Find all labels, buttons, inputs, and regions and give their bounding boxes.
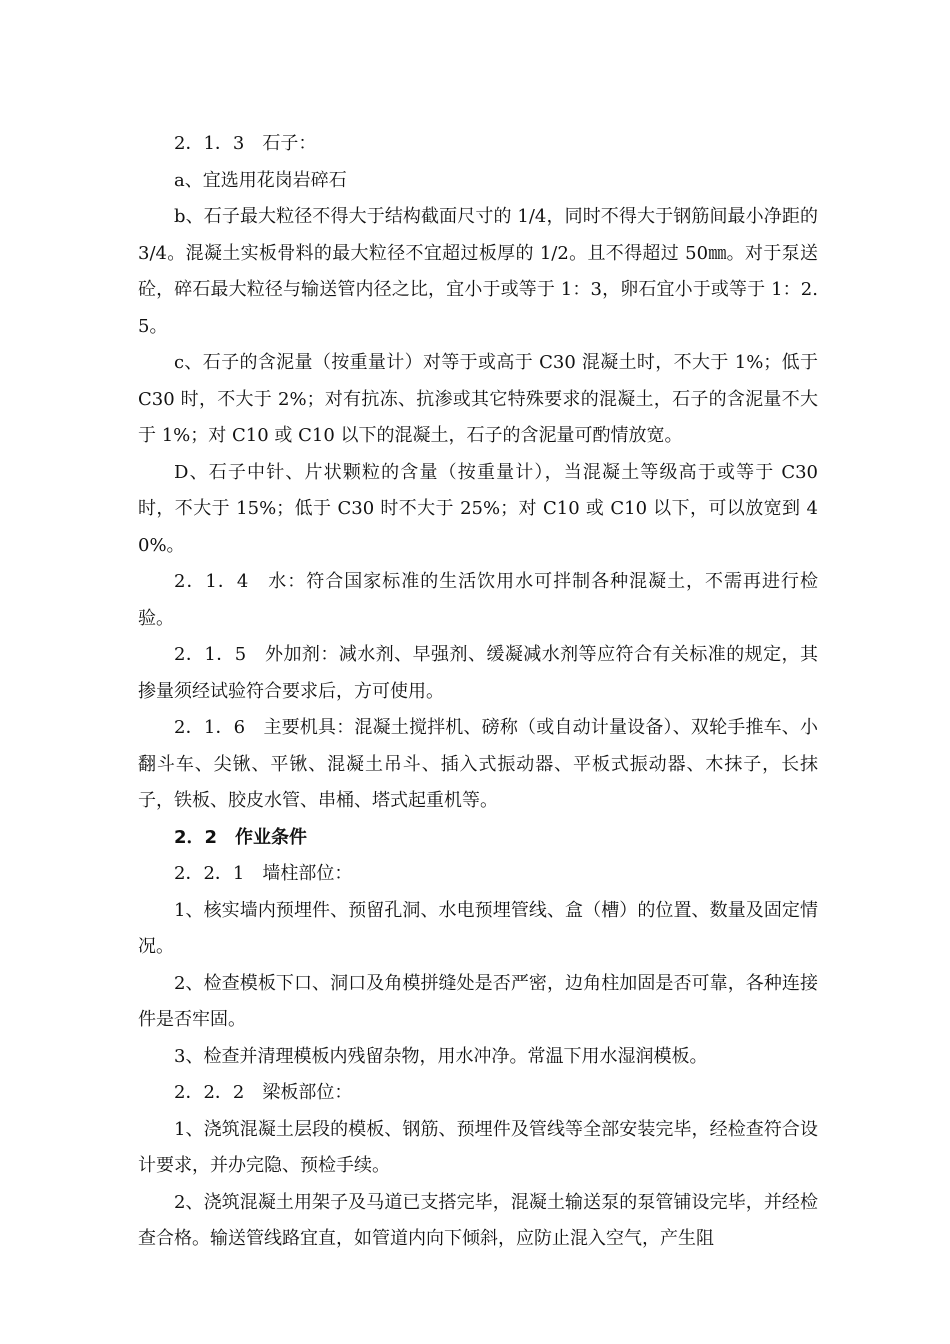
paragraph-wall-column-3: 3、检查并清理模板内残留杂物，用水冲净。常温下用水湿润模板。 (174, 1045, 708, 1067)
paragraph-beam-slab-2: 2、浇筑混凝土用架子及马道已支搭完毕，混凝土输送泵的泵管铺设完毕，并经检查合格。输送管线路宜直，如管道内向下倾斜，应防止混入空气，产生阻 (138, 1191, 818, 1249)
paragraph-machinery: 2．1．6 主要机具：混凝土搅拌机、磅称（或自动计量设备）、双轮手推车、小翻斗车、尖锹、平锹、混凝土吊斗、插入式振动器、平板式振动器、木抹子，长抹子，铁板、胶皮水管、串桶、塔式起重机等。 (138, 717, 818, 811)
paragraph-stone-b: b、石子最大粒径不得大于结构截面尺寸的 1/4，同时不得大于钢筋间最小净距的 3/4。混凝土实板骨料的最大粒径不宜超过板厚的 1/2。且不得超过 50㎜。对于泵送砼，碎石最大粒径与输送管内径之比，宜小于或等于 1：3，卵石宜小于或等于 1：2.5。 (138, 206, 818, 337)
section-heading-work-conditions: 2．2 作业条件 (174, 826, 308, 848)
paragraph-water: 2．1．4 水：符合国家标准的生活饮用水可拌制各种混凝土，不需再进行检验。 (138, 571, 818, 629)
paragraph-admixture: 2．1．5 外加剂：减水剂、早强剂、缓凝减水剂等应符合有关标准的规定，其掺量须经试验符合要求后，方可使用。 (138, 644, 818, 702)
paragraph-stone-section: 2．1．3 石子： (174, 133, 317, 154)
paragraph-stone-c: c、石子的含泥量（按重量计）对等于或高于 C30 混凝土时，不大于 1%；低于 C30 时，不大于 2%；对有抗冻、抗渗或其它特殊要求的混凝土，石子的含泥量不大于 1%；对 C10 或 C10 以下的混凝土，石子的含泥量可酌情放宽。 (138, 352, 818, 446)
paragraph-beam-slab-title: 2．2．2 梁板部位： (174, 1082, 353, 1103)
paragraph-beam-slab-1: 1、浇筑混凝土层段的模板、钢筋、预埋件及管线等全部安装完毕，经检查符合设计要求，并办完隐、预检手续。 (138, 1118, 818, 1176)
paragraph-stone-a: a、宜选用花岗岩碎石 (174, 169, 347, 191)
paragraph-wall-column-2: 2、检查模板下口、洞口及角模拼缝处是否严密，边角柱加固是否可靠，各种连接件是否牢固。 (138, 972, 818, 1030)
paragraph-wall-column-1: 1、核实墙内预埋件、预留孔洞、水电预埋管线、盒（槽）的位置、数量及固定情况。 (138, 899, 818, 957)
paragraph-wall-column-title: 2．2．1 墙柱部位： (174, 863, 353, 884)
document-body (138, 126, 818, 1258)
paragraph-stone-d: D、石子中针、片状颗粒的含量（按重量计），当混凝土等级高于或等于 C30 时，不大于 15%；低于 C30 时不大于 25%；对 C10 或 C10 以下，可以放宽到 40%。 (138, 461, 818, 556)
